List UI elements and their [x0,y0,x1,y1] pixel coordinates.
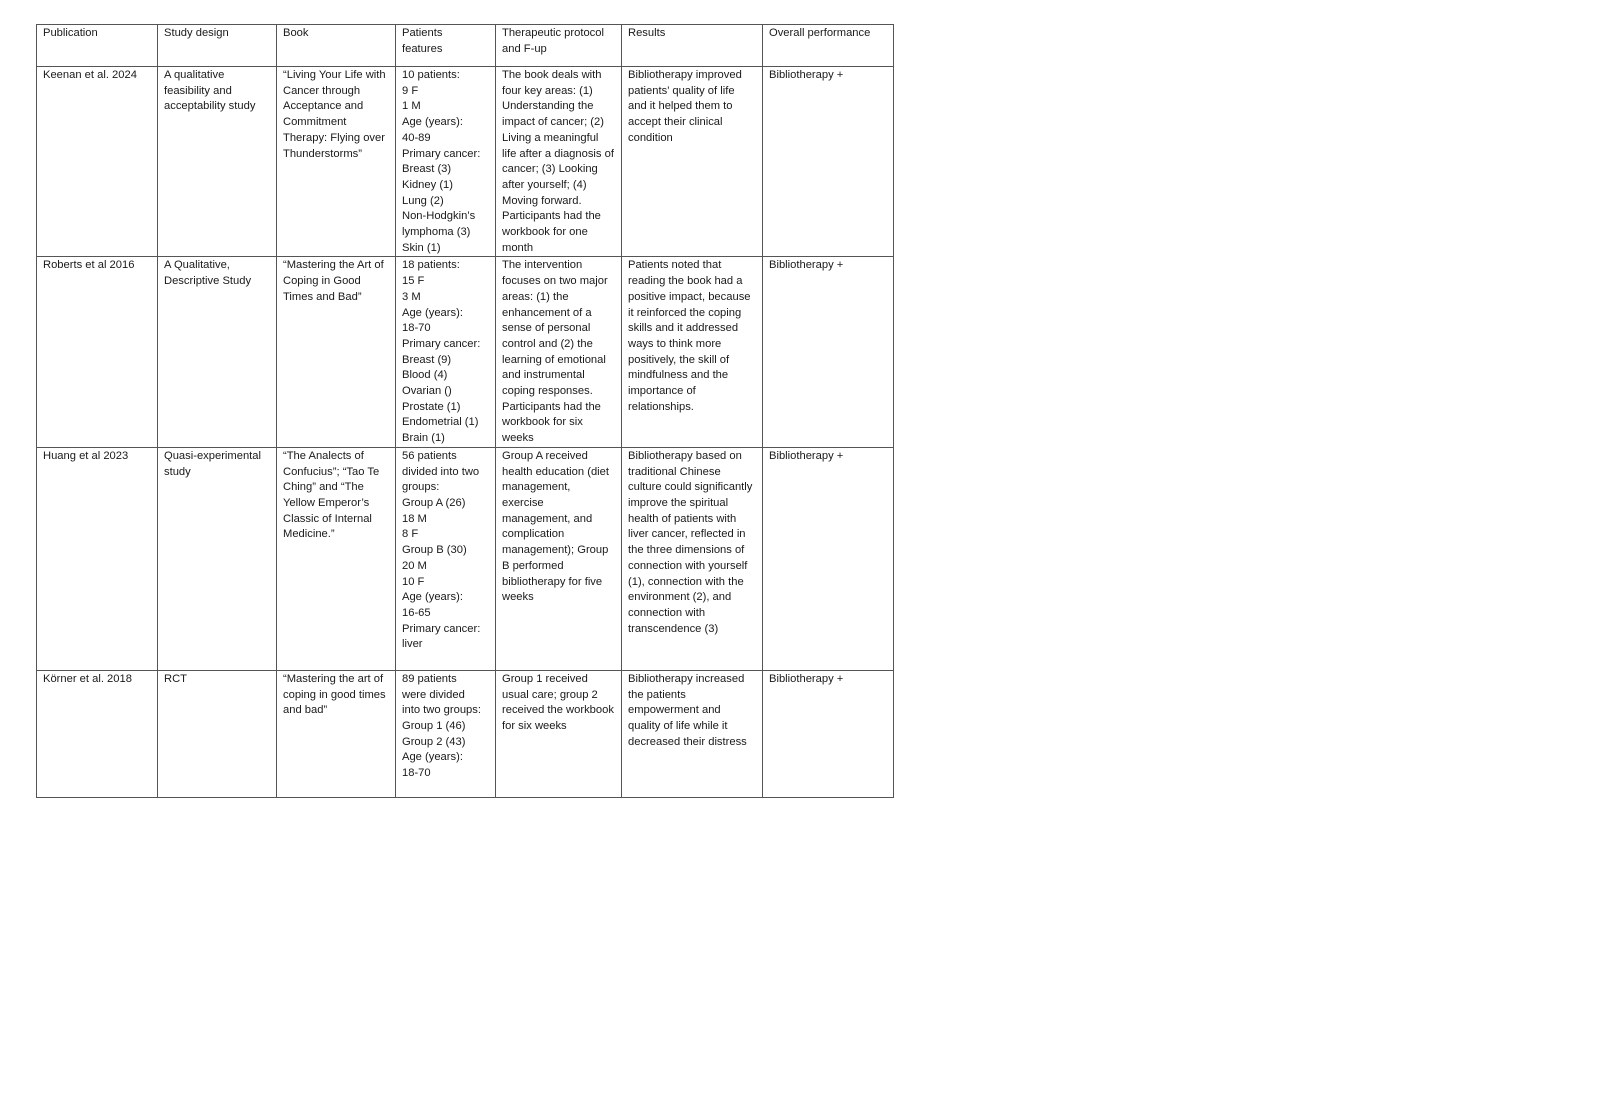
patients-line: 10 patients: [402,69,460,81]
patients-line: were divided [402,688,465,701]
patients-line: 9 F [402,84,419,97]
header-overall-performance: Overall performance [763,25,894,67]
patients-line: Group A (26) [402,496,466,509]
header-book: Book [277,25,396,67]
cell-results: Patients noted that reading the book had a positive impact, because it reinforced the coping skills and it addressed ways to think more positively, the skill of mindfulness and the importance of relationships. [622,257,763,447]
cell-protocol: The intervention focuses on two major areas: (1) the enhancement of a sense of personal control and (2) the learning of emotional and instrumental coping responses. Participants had the workbook for six weeks [496,257,622,447]
patients-line: 16-65 [402,606,431,619]
table-header-row [37,25,894,67]
header-patients-line1: Patients [402,27,443,39]
patients-line: Group 1 (46) [402,719,466,732]
table-row [37,257,894,447]
cell-study-design: Quasi-experimental study [158,447,277,670]
patients-line: Age (years): [402,591,463,604]
patients-line: Skin (1) [402,241,441,254]
cell-overall: Bibliotherapy + [763,67,894,257]
cell-protocol: Group A received health education (diet management, exercise management, and complication management); Group B performed bibliotherapy for five weeks [496,447,622,670]
patients-line: Lung (2) [402,194,444,207]
patients-line: 18 M [402,512,427,525]
cell-protocol: Group 1 received usual care; group 2 received the workbook for six weeks [496,670,622,797]
patients-line: Age (years): [402,751,463,764]
patients-line: groups: [402,481,440,494]
header-results: Results [622,25,763,67]
table-row [37,67,894,257]
header-therapeutic-protocol [496,25,622,67]
patients-line: Primary cancer: [402,147,481,160]
patients-line: Primary cancer: [402,337,481,350]
patients-line: 15 F [402,275,425,288]
cell-publication: Roberts et al 2016 [37,257,158,447]
cell-results: Bibliotherapy based on traditional Chinese culture could significantly improve the spiritual health of patients with liver cancer, reflected in the three dimensions of connection with yourself (1), connection with the environment (2), and connection with transcendence (3) [622,447,763,670]
patients-line: liver [402,638,423,651]
cell-patients [396,447,496,670]
cell-overall: Bibliotherapy + [763,257,894,447]
cell-book: “The Analects of Confucius”; “Tao Te Ching” and “The Yellow Emperor’s Classic of Internal Medicine.” [277,447,396,670]
cell-study-design: A qualitative feasibility and acceptability study [158,67,277,257]
patients-line: 40-89 [402,131,431,144]
header-protocol-line1: Therapeutic protocol [502,27,604,39]
cell-study-design: RCT [158,670,277,797]
cell-results: Bibliotherapy improved patients’ quality of life and it helped them to accept their clinical condition [622,67,763,257]
patients-line: Breast (3) [402,163,452,176]
patients-line: 56 patients [402,449,457,462]
header-protocol-line2: and F-up [502,42,547,55]
patients-line: Breast (9) [402,353,452,366]
patients-line: Prostate (1) [402,400,461,413]
patients-line: Non-Hodgkin’s [402,210,476,223]
cell-results: Bibliotherapy increased the patients empowerment and quality of life while it decreased their distress [622,670,763,797]
patients-line: Endometrial (1) [402,416,479,429]
cell-overall: Bibliotherapy + [763,447,894,670]
patients-line: into two groups: [402,704,481,717]
header-patients-line2: features [402,42,443,55]
cell-patients [396,670,496,797]
patients-line: 8 F [402,528,419,541]
cell-publication: Körner et al. 2018 [37,670,158,797]
patients-line: 3 M [402,290,421,303]
patients-line: 18-70 [402,767,431,780]
patients-line: 89 patients [402,672,457,685]
header-study-design: Study design [158,25,277,67]
cell-patients [396,67,496,257]
patients-line: 18-70 [402,322,431,335]
header-patients-features [396,25,496,67]
patients-line: 1 M [402,100,421,113]
patients-line: 18 patients: [402,259,460,272]
cell-publication: Huang et al 2023 [37,447,158,670]
patients-line: divided into two [402,465,480,478]
patients-line: Ovarian () [402,385,452,398]
patients-line: Group B (30) [402,544,467,557]
patients-line: Primary cancer: [402,622,481,635]
patients-line: Blood (4) [402,369,448,382]
patients-line: Age (years): [402,306,463,319]
cell-book: “Mastering the Art of Coping in Good Times and Bad” [277,257,396,447]
cell-patients [396,257,496,447]
patients-line: Group 2 (43) [402,735,466,748]
table-row [37,670,894,797]
table-row [37,447,894,670]
patients-line: 10 F [402,575,425,588]
cell-book: “Mastering the art of coping in good times and bad” [277,670,396,797]
cell-protocol: The book deals with four key areas: (1) Understanding the impact of cancer; (2) Living a meaningful life after a diagnosis of cancer; (3) Looking after yourself; (4) Moving forward. Participants had the workbook for one month [496,67,622,257]
patients-line: Age (years): [402,116,463,129]
studies-table [36,24,894,798]
cell-overall: Bibliotherapy + [763,670,894,797]
cell-study-design: A Qualitative, Descriptive Study [158,257,277,447]
patients-line: Brain (1) [402,432,445,445]
patients-line: lymphoma (3) [402,226,471,239]
patients-line: Kidney (1) [402,178,453,191]
cell-publication: Keenan et al. 2024 [37,67,158,257]
cell-book: “Living Your Life with Cancer through Acceptance and Commitment Therapy: Flying over Thunderstorms” [277,67,396,257]
header-publication: Publication [37,25,158,67]
patients-line: 20 M [402,559,427,572]
